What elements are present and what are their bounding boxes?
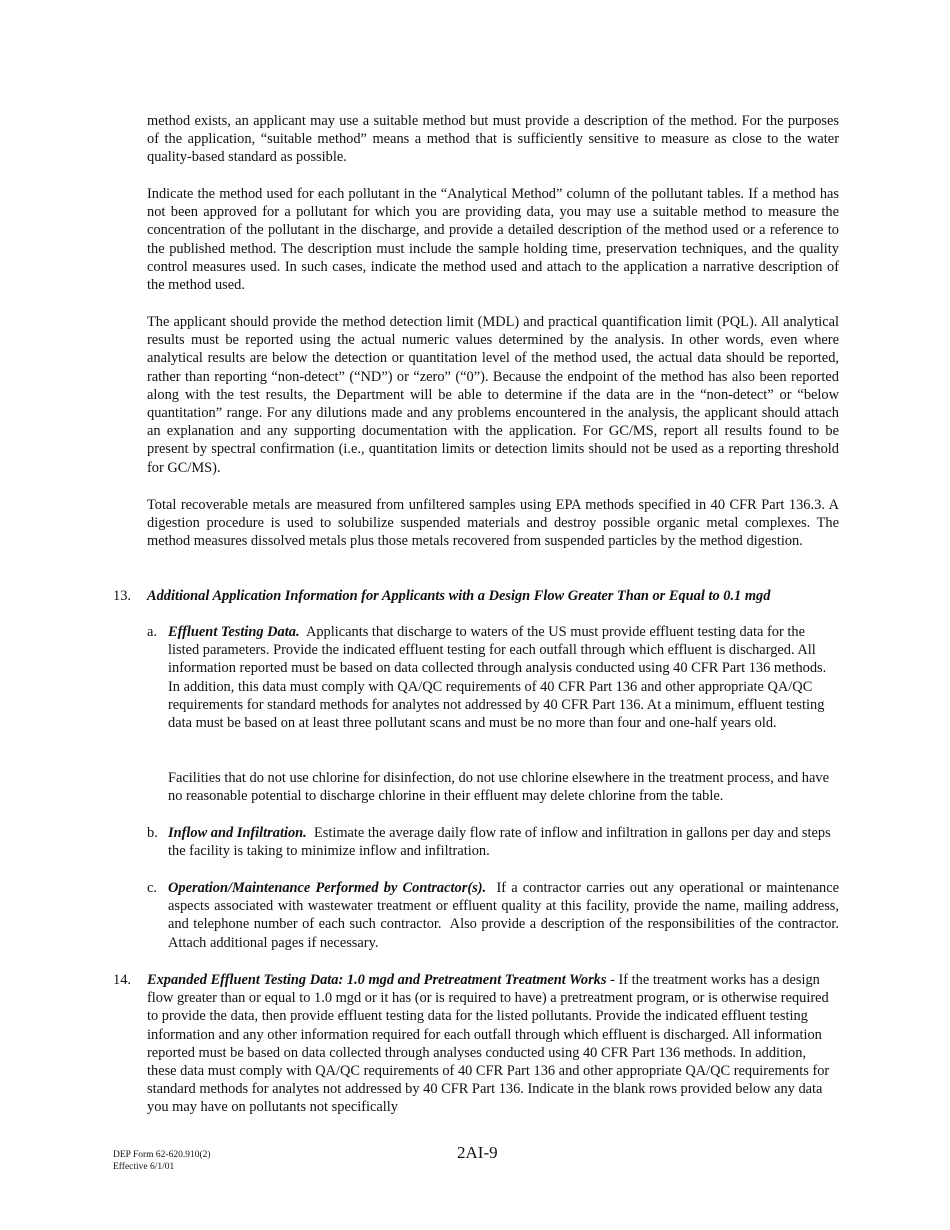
section-14-title: Expanded Effluent Testing Data: 1.0 mgd and Pretreatment Treatment Works (147, 972, 607, 988)
paragraph-method-exists: method exists, an applicant may use a suitable method but must provide a description of the method. For the purposes of the application, “suitable method” means a method that is sufficiently sensitive to measure as close to the water quality-based standard as possible. (147, 113, 839, 166)
section-14-number: 14. (113, 972, 131, 988)
footer-form-info (113, 1149, 211, 1173)
item-b-text: Estimate the average daily flow rate of inflow and infiltration in gallons per day and steps the facility is taking to minimize inflow and infiltration. (168, 825, 835, 860)
item-b-heading: Inflow and Infiltration. (168, 825, 307, 841)
item-c-letter: c. (147, 880, 157, 896)
item-a-text: Applicants that discharge to waters of the US must provide effluent testing data for the listed parameters. Provide the indicated effluent testing for each outfall through which effluent is discharged. All information reported must be based on data collected through analysis conducted using 40 CFR Part 136 methods. In addition, this data must comply with QA/QC requirements of 40 CFR Part 136 and other appropriate QA/QC requirements for standard methods for analytes not addressed by 40 CFR Part 136. At a minimum, effluent testing data must be based on at least three pollutant scans and must be no more than four and one-half years old. (168, 624, 830, 732)
item-b-inflow-infiltration (168, 824, 839, 860)
footer-effective-date: Effective 6/1/01 (113, 1162, 175, 1172)
section-14-body (147, 971, 839, 1117)
paragraph-total-recoverable-metals: Total recoverable metals are measured from unfiltered samples using EPA methods specified in 40 CFR Part 136.3. A digestion procedure is used to solubilize suspended materials and destroy possible organic metal complexes. The method measures dissolved metals plus those metals recovered from suspended particles by the method digestion. (147, 497, 839, 550)
section-13-number: 13. (113, 588, 131, 604)
paragraph-analytical-method: Indicate the method used for each pollutant in the “Analytical Method” column of the pollutant tables. If a method has not been approved for a pollutant for which you are providing data, you may use a suitable method to measure the concentration of the pollutant in the discharge, and provide a detailed description of the method used or a reference to the published method. The description must include the sample holding time, preservation techniques, and the quality control measures used. In such cases, indicate the method used and attach to the application a narrative description of the method used. (147, 186, 839, 294)
footer-form-number: DEP Form 62-620.910(2) (113, 1150, 211, 1160)
paragraph-mdl-pql: The applicant should provide the method detection limit (MDL) and practical quantification limit (PQL). All analytical results must be reported using the actual numeric values determined by the analysis. In other words, even where analytical results are below the detection or quantitation level of the method used, the actual data should be reported, rather than reporting “non-detect” (“ND”) or “zero” (“0”). Because the endpoint of the method has also been reported along with the test results, the Department will be able to determine if the data are in the “non-detect” or “below quantitation” range. For any dilutions made and any problems encountered in the analysis, the applicant should attach an explanation and any supporting documentation with the application. For GC/MS, report all results found to be present by spectral confirmation (i.e., quantitation limits or detection limits should not be used as a reporting threshold for GC/MS). (147, 314, 839, 476)
item-a-heading: Effluent Testing Data. (168, 624, 300, 640)
item-b-letter: b. (147, 825, 158, 841)
item-a-letter: a. (147, 624, 157, 640)
item-a-effluent-testing (168, 623, 839, 732)
item-c-heading: Operation/Maintenance Performed by Contractor(s). (168, 880, 487, 896)
item-c-contractor (168, 879, 847, 952)
item-a-chlorine-note: Facilities that do not use chlorine for disinfection, do not use chlorine elsewhere in the treatment process, and have no reasonable potential to discharge chlorine in their effluent may delete chlorine from the table. (168, 770, 829, 805)
section-14-text: - If the treatment works has a design flow greater than or equal to 1.0 mgd or it has (or is required to have) a pretreatment program, or is otherwise required to provide the data, then provide effluent testing data for the listed pollutants. Provide the indicated effluent testing information and any other information required for each outfall through which effluent is discharged. All information reported must be based on data collected through analyses conducted using 40 CFR Part 136 methods. In addition, these data must comply with QA/QC requirements of 40 CFR Part 136 and other appropriate QA/QC requirements for standard methods for analytes not addressed by 40 CFR Part 136. Indicate in the blank rows provided below any data you may have on pollutants not specifically (147, 972, 833, 1116)
item-c-text: If a contractor carries out any operational or maintenance aspects associated with wastewater treatment or effluent quality at this facility, provide the name, mailing address, and telephone number of each such contractor. Also provide a description of the responsibilities of the contractor. Attach additional pages if necessary. (168, 880, 847, 951)
page-number: 2AI-9 (457, 1143, 498, 1162)
section-13-title: Additional Application Information for Applicants with a Design Flow Greater Than or Equal to 0.1 mgd (147, 588, 771, 604)
